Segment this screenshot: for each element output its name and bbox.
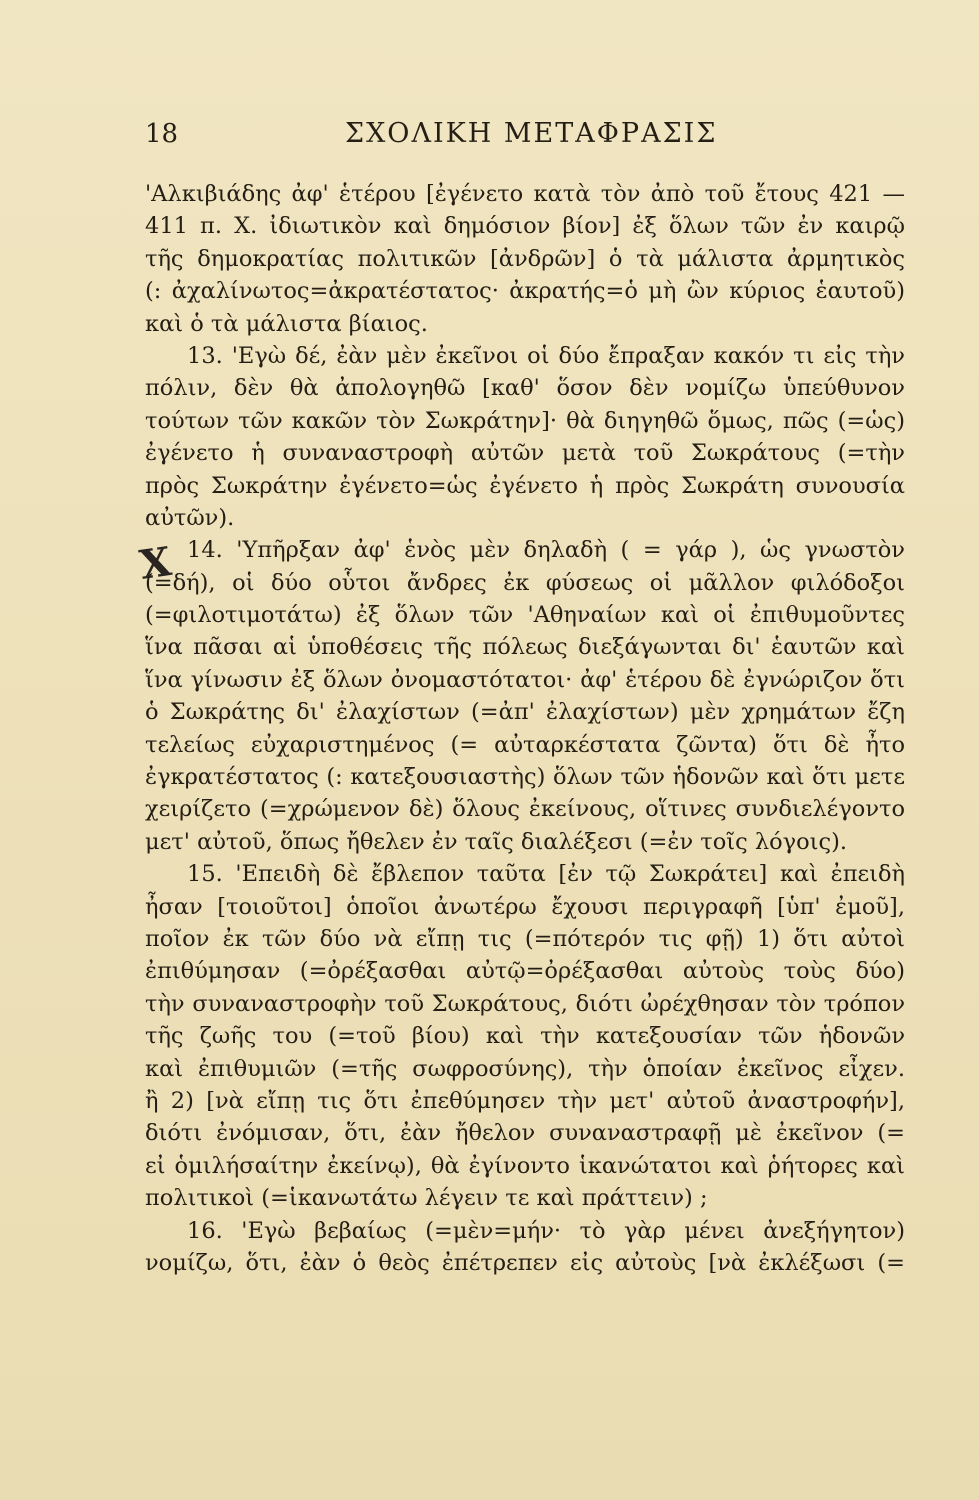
text-line: ἵνα γίνωσιν ἐξ ὅλων ὀνομαστότατοι· ἀφ' ἑτέρου δὲ ἐγνώριζον ὅτι <box>145 666 905 693</box>
text-line: 411 π. Χ. ἰδιωτικὸν καὶ δημόσιον βίον] ἐξ ὅλων τῶν ἐν καιρῷ <box>145 213 905 240</box>
text-line: 16. 'Εγὼ βεβαίως (=μὲν=μήν· τὸ γὰρ μένει ἀνεξήγητον) <box>187 1217 905 1244</box>
text-line: τούτων τῶν κακῶν τὸν Σωκράτην]· θὰ διηγηθῶ ὅμως, πῶς (=ὡς) <box>145 407 905 434</box>
text-line: ἢ 2) [νὰ εἴπῃ τις ὅτι ἐπεθύμησεν τὴν μετ' αὐτοῦ ἀναστροφήν], <box>145 1087 905 1114</box>
text-line: (=φιλοτιμοτάτω) ἐξ ὅλων τῶν 'Αθηναίων καὶ οἱ ἐπιθυμοῦντες <box>145 602 905 629</box>
text-line: τῆς δημοκρατίας πολιτικῶν [ἀνδρῶν] ὁ τὰ μάλιστα ἀρμητικὸς <box>145 245 905 272</box>
text-line: τῆς ζωῆς του (=τοῦ βίου) καὶ τὴν κατεξουσίαν τῶν ἡδονῶν <box>145 1023 905 1050</box>
running-title: ΣΧΟΛΙΚΗ ΜΕΤΑΦΡΑΣΙΣ <box>345 118 718 149</box>
text-line: ἐγκρατέστατος (: κατεξουσιαστὴς) ὅλων τῶν ἡδονῶν καὶ ὅτι μετε <box>145 764 905 791</box>
text-line: ὁ Σωκράτης δι' ἐλαχίστων (=ἀπ' ἐλαχίστων) μὲν χρημάτων ἔζη <box>145 699 905 726</box>
text-line: ἐγένετο ἡ συναναστροφὴ αὐτῶν μετὰ τοῦ Σωκράτους (=τὴν <box>145 440 905 467</box>
text-line: (=δή), οἱ δύο οὗτοι ἄνδρες ἐκ φύσεως οἱ μᾶλλον φιλόδοξοι <box>145 569 905 596</box>
text-line: ἦσαν [τοιοῦτοι] ὁποῖοι ἀνωτέρω ἔχουσι περιγραφῆ [ὑπ' ἐμοῦ], <box>145 893 905 920</box>
text-line: 14. 'Υπῆρξαν ἀφ' ἑνὸς μὲν δηλαδὴ ( = γάρ ), ὡς γνωστὸν <box>187 537 905 564</box>
text-line: καὶ ἐπιθυμιῶν (=τῆς σωφροσύνης), τὴν ὁποίαν ἐκεῖνος εἶχεν. <box>145 1055 905 1082</box>
text-line: 13. 'Εγὼ δέ, ἐὰν μὲν ἐκεῖνοι οἱ δύο ἔπραξαν κακόν τι εἰς τὴν <box>187 342 905 369</box>
text-line: τὴν συναναστροφὴν τοῦ Σωκράτους, διότι ὠρέχθησαν τὸν τρόπον <box>145 990 905 1017</box>
text-line: διότι ἐνόμισαν, ὅτι, ἐὰν ἤθελον συναναστραφῇ μὲ ἐκεῖνον (= <box>145 1120 905 1147</box>
text-line: πολιτικοὶ (=ἱκανωτάτω λέγειν τε καὶ πράττειν) ; <box>145 1185 708 1212</box>
text-line: αὐτῶν). <box>145 504 235 531</box>
text-line: ποῖον ἐκ τῶν δύο νὰ εἴπῃ τις (=πότερόν τις φῇ) 1) ὅτι αὐτοὶ <box>145 925 905 952</box>
text-line: τελείως εὐχαριστημένος (= αὐταρκέστατα ζῶντα) ὅτι δὲ ἦτο <box>145 731 905 758</box>
text-line: (: ἀχαλίνωτος=ἀκρατέστατος· ἀκρατής=ὁ μὴ ὢν κύριος ἑαυτοῦ) <box>145 278 905 305</box>
text-line: χειρίζετο (=χρώμενον δὲ) ὅλους ἐκείνους, οἵτινες συνδιελέγοντο <box>145 796 905 823</box>
text-line: ἐπιθύμησαν (=ὀρέξασθαι αὐτῷ=ὀρέξασθαι αὐτοὺς τοὺς δύο) <box>145 958 905 985</box>
page-number: 18 <box>145 119 179 149</box>
text-line: εἰ ὁμιλήσαίτην ἐκείνῳ), θὰ ἐγίνοντο ἱκανώτατοι καὶ ῥήτορες καὶ <box>145 1152 905 1179</box>
text-body <box>145 178 905 1279</box>
text-line: πρὸς Σωκράτην ἐγένετο=ὡς ἐγένετο ἡ πρὸς Σωκράτη συνουσία <box>145 472 905 499</box>
text-line: ἵνα πᾶσαι αἱ ὑποθέσεις τῆς πόλεως διεξάγωνται δι' ἑαυτῶν καὶ <box>145 634 905 661</box>
text-line: 15. 'Επειδὴ δὲ ἔβλεπον ταῦτα [ἐν τῷ Σωκράτει] καὶ ἐπειδὴ <box>187 861 905 888</box>
text-line: μετ' αὐτοῦ, ὅπως ἤθελεν ἐν ταῖς διαλέξεσι (=ἐν τοῖς λόγοις). <box>145 828 848 855</box>
handwritten-margin-mark: X <box>136 538 175 589</box>
text-line: 'Αλκιβιάδης ἀφ' ἑτέρου [ἐγένετο κατὰ τὸν ἀπὸ τοῦ ἔτους 421 — <box>145 181 905 207</box>
text-line: νομίζω, ὅτι, ἐὰν ὁ θεὸς ἐπέτρεπεν εἰς αὐτοὺς [νὰ ἐκλέξωσι (= <box>145 1249 905 1276</box>
page-header <box>145 118 905 149</box>
text-line: καὶ ὁ τὰ μάλιστα βίαιος. <box>145 310 428 337</box>
text-line: πόλιν, δὲν θὰ ἀπολογηθῶ [καθ' ὅσον δὲν νομίζω ὑπεύθυνον <box>145 375 905 402</box>
